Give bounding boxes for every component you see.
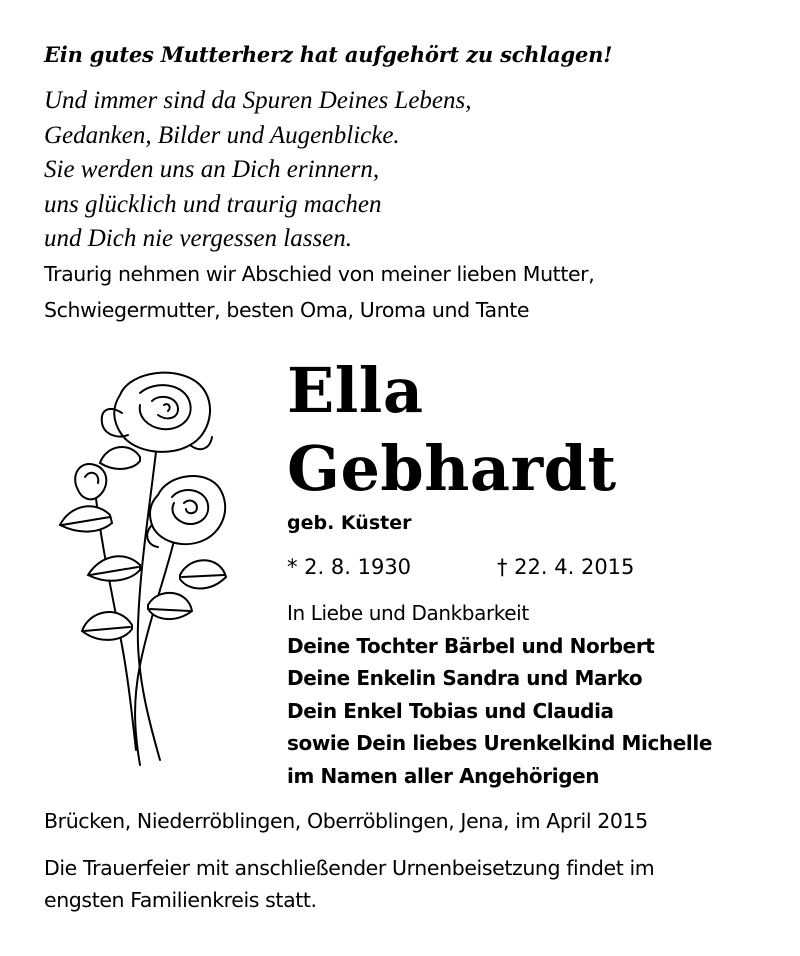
last-name: Gebhardt [287,432,617,505]
mourner-line: sowie Dein liebes Urenkelkind Michelle [287,731,713,755]
mourner-line: Deine Enkelin Sandra und Marko [287,666,643,690]
rose-illustration-icon [40,365,230,775]
poem-line: uns glücklich und traurig machen [44,190,382,218]
mourner-line: Deine Tochter Bärbel und Norbert [287,633,655,658]
place-and-date: Brücken, Niederröblingen, Oberröblingen, Jena, im April 2015 [44,809,648,833]
maiden-name: geb. Küster [287,512,412,534]
mourner-line: im Namen aller Angehörigen [287,763,600,788]
poem-line: Gedanken, Bilder und Augenblicke. [44,121,400,149]
funeral-notice [44,852,654,916]
intro-line: Traurig nehmen wir Abschied von meiner lieben Mutter, [44,262,595,286]
mourners-lead: In Liebe und Dankbarkeit [287,601,529,625]
headline: Ein gutes Mutterherz hat aufgehört zu schlagen! [44,42,613,67]
mourners-list [287,597,712,792]
intro-text [44,256,594,328]
deceased-name [287,352,617,508]
mourner-line: Dein Enkel Tobias und Claudia [287,698,614,723]
birth-date: * 2. 8. 1930 [287,555,412,579]
notice-line: engsten Familienkreis statt. [44,888,317,912]
death-date: † 22. 4. 2015 [497,555,635,579]
poem-line: Und immer sind da Spuren Deines Lebens, [44,87,472,114]
intro-line: Schwiegermutter, besten Oma, Uroma und Tante [44,298,530,322]
poem-line: Sie werden uns an Dich erinnern, [44,156,380,183]
notice-line: Die Trauerfeier mit anschließender Urnenbeisetzung findet im [44,856,655,880]
first-name: Ella [287,354,424,427]
poem-line: und Dich nie vergessen lassen. [44,225,353,252]
poem [44,84,472,257]
